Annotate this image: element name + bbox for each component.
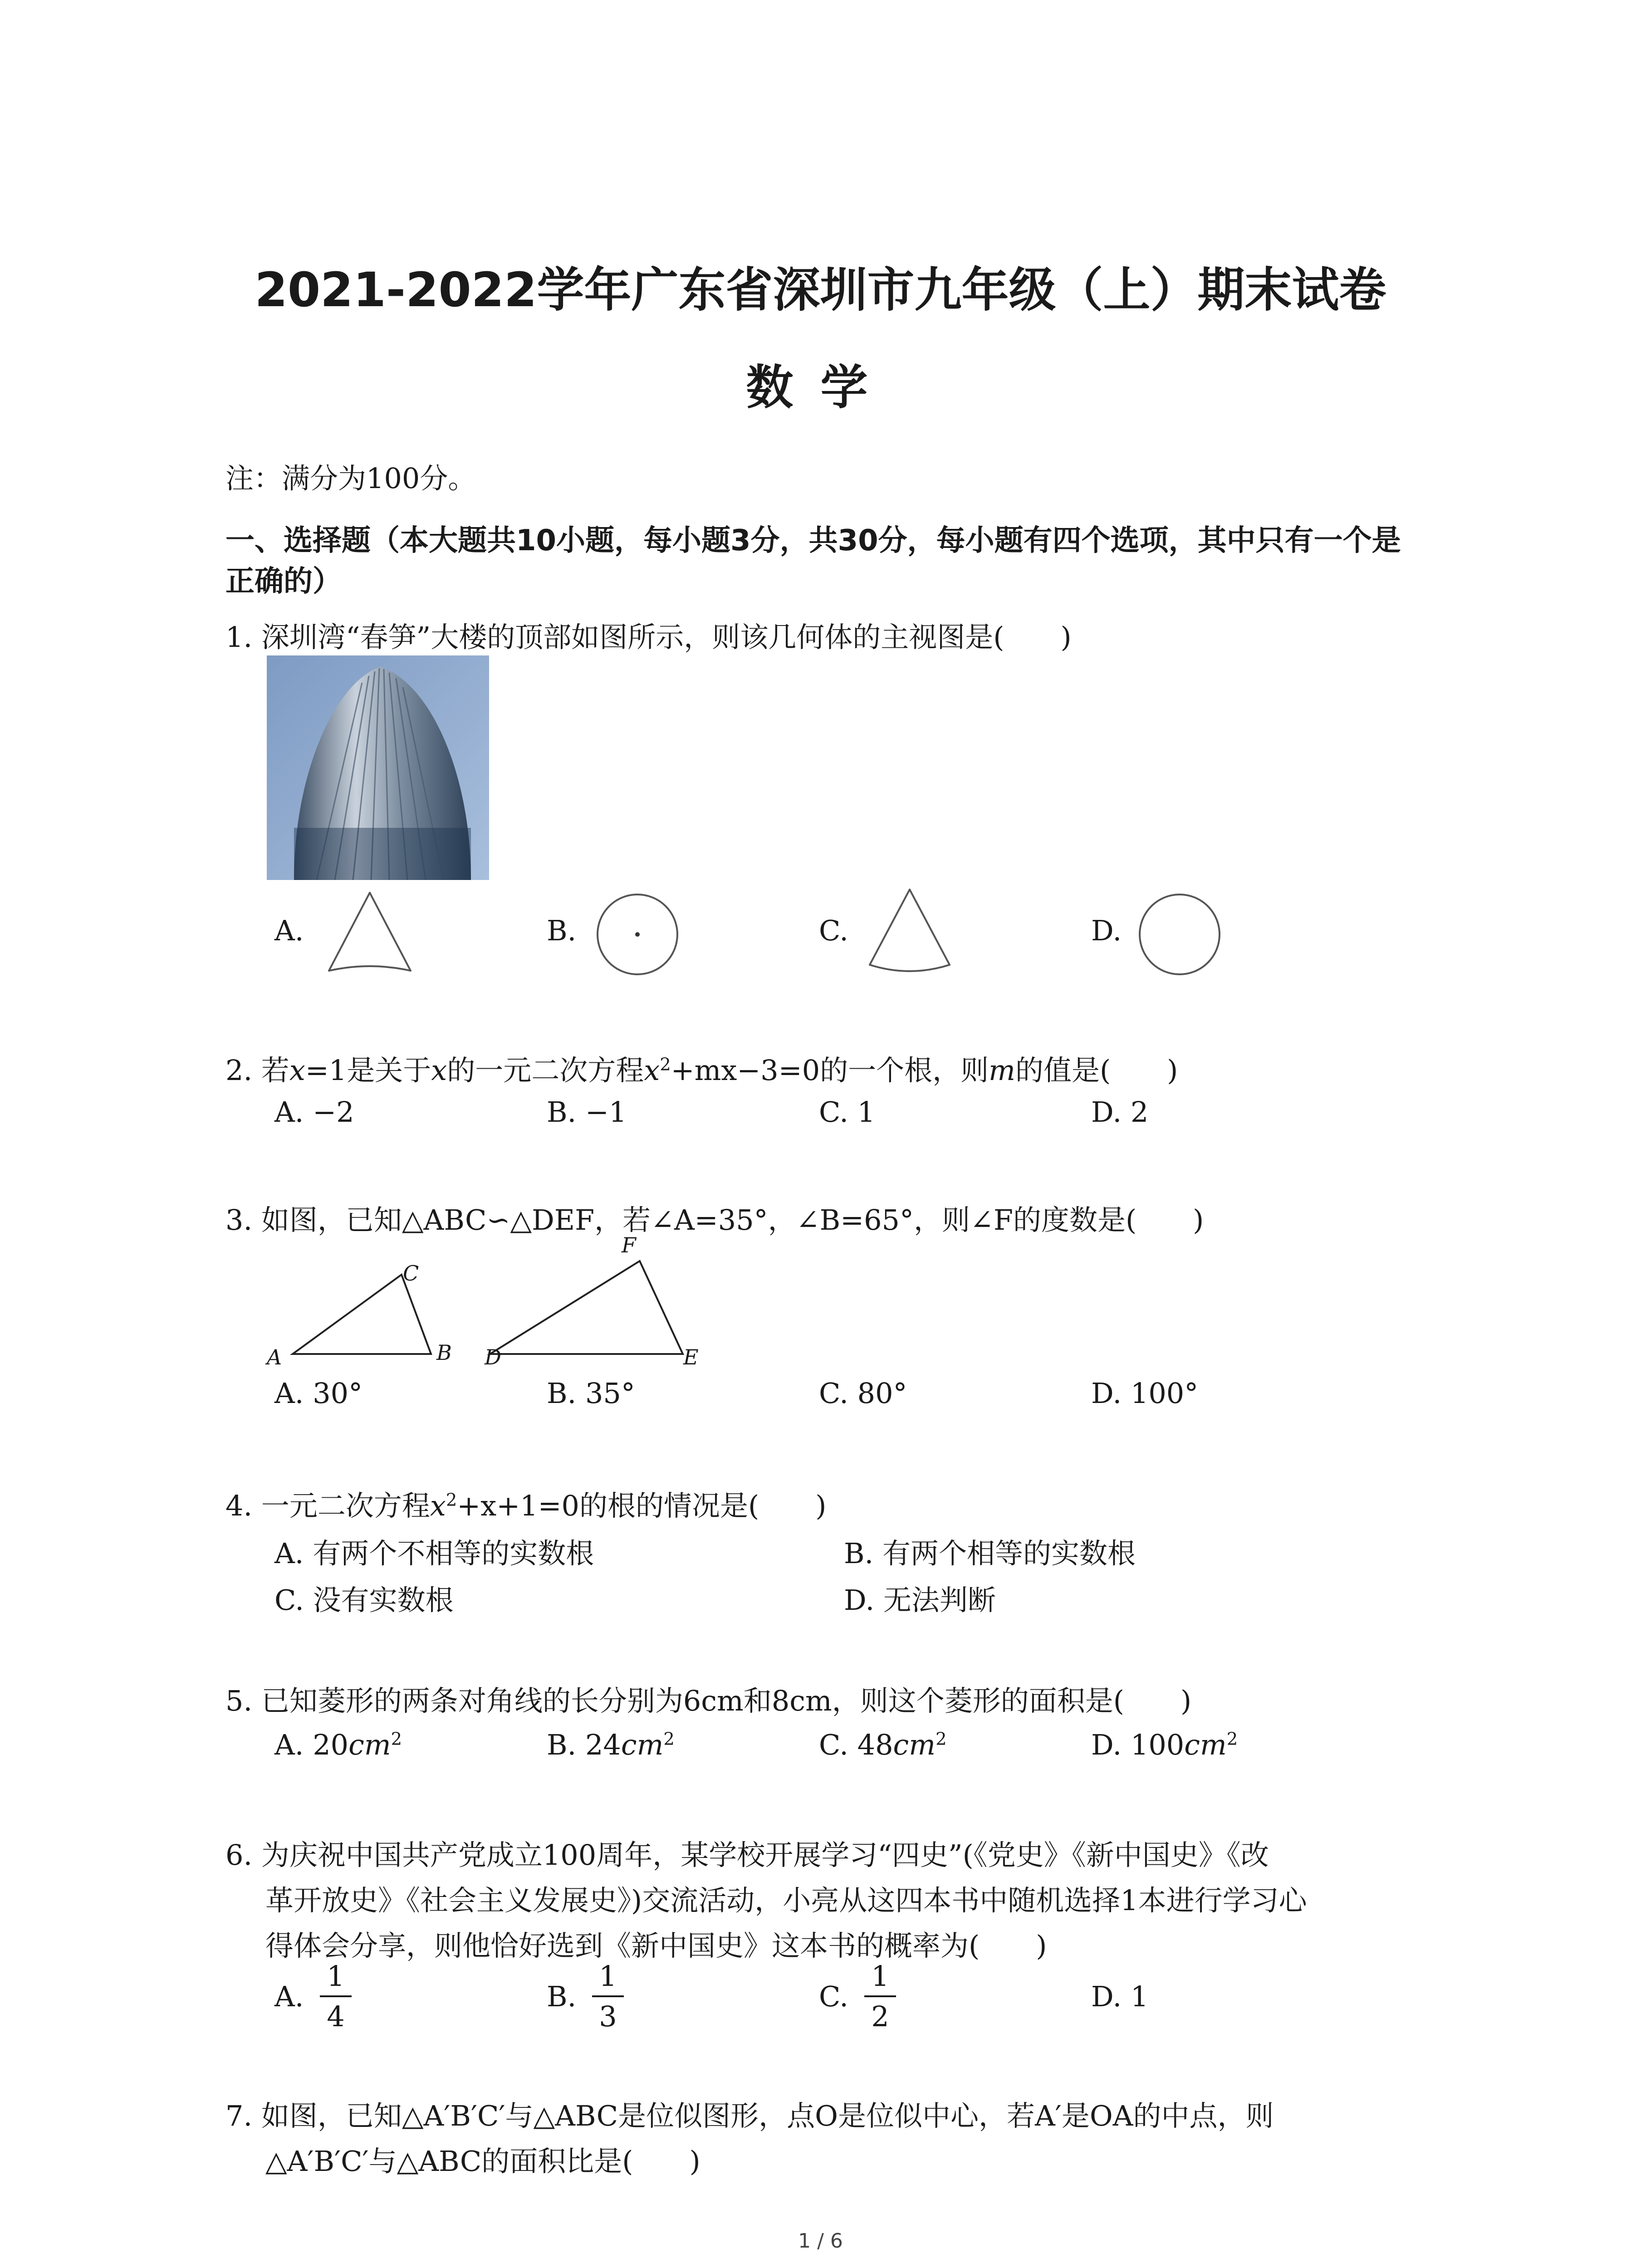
q1-option-c-figure <box>864 887 955 978</box>
page-number: 1 / 6 <box>798 2229 843 2253</box>
q2-option-b[interactable]: B. −1 <box>547 1095 627 1129</box>
q2-option-a[interactable]: A. −2 <box>274 1095 354 1129</box>
exam-subject: 数学 <box>746 360 895 415</box>
q6-option-c-label[interactable]: C. <box>819 1980 848 2013</box>
q4-option-d[interactable]: D. 无法判断 <box>844 1584 996 1617</box>
q1-option-d-figure <box>1136 891 1223 978</box>
building-photo <box>267 655 489 880</box>
q6-option-b-fraction: $\frac{1}{3}$ <box>592 1960 624 2033</box>
q6-option-b-label[interactable]: B. <box>547 1980 577 2013</box>
q4-option-b[interactable]: B. 有两个相等的实数根 <box>844 1537 1136 1570</box>
q3-label-c: C <box>403 1261 419 1286</box>
q6-option-a-fraction: $\frac{1}{4}$ <box>320 1960 352 2033</box>
q6-option-d[interactable]: D. 1 <box>1091 1980 1149 2013</box>
q1-option-b-label[interactable]: B. <box>547 914 577 947</box>
q3-label-b: B <box>436 1340 452 1365</box>
q3-option-a[interactable]: A. 30° <box>274 1377 363 1410</box>
question-4-text: 4. 一元二次方程$x^2+x+1=0$的根的情况是( ) <box>225 1489 827 1522</box>
q1-option-c-label[interactable]: C. <box>819 914 848 947</box>
q3-label-a: A <box>267 1345 282 1369</box>
q4-option-c[interactable]: C. 没有实数根 <box>274 1584 454 1617</box>
q4-option-a[interactable]: A. 有两个不相等的实数根 <box>274 1537 594 1570</box>
q1-option-b-figure <box>594 891 681 978</box>
question-6-line2: 革开放史》《社会主义发展史》)交流活动，小亮从这四本书中随机选择1本进行学习心 <box>265 1884 1307 1917</box>
exam-title: 2021-2022学年广东省深圳市九年级（上）期末试卷 <box>255 262 1386 318</box>
question-5-text: 5. 已知菱形的两条对角线的长分别为6cm和8cm，则这个菱形的面积是( ) <box>225 1684 1192 1717</box>
q5-option-b[interactable]: B. $24cm^2$ <box>547 1728 675 1761</box>
question-3-text: 3. 如图，已知△ABC∽△DEF，若∠A=35°，∠B=65°，则∠F的度数是( ) <box>225 1203 1204 1237</box>
question-7-line1: 7. 如图，已知△A′B′C′与△ABC是位似图形，点O是位似中心，若A′是OA的中点，则 <box>225 2099 1274 2132</box>
section-heading-line2: 正确的） <box>225 565 342 598</box>
q3-label-e: E <box>683 1345 699 1369</box>
q2-option-d[interactable]: D. 2 <box>1091 1095 1149 1129</box>
q6-option-a-label[interactable]: A. <box>274 1980 304 2013</box>
q3-label-d: D <box>485 1345 501 1369</box>
q1-option-a-label[interactable]: A. <box>274 914 304 947</box>
question-6-line1: 6. 为庆祝中国共产党成立100周年，某学校开展学习“四史”(《党史》《新中国史》《改 <box>225 1838 1269 1872</box>
q1-option-a-figure <box>324 889 415 975</box>
q2-option-c[interactable]: C. 1 <box>819 1095 876 1129</box>
question-2-text: 2. 若x=1是关于x的一元二次方程$x^2+mx-3=0$的一个根，则m的值是( ) <box>225 1054 1178 1087</box>
question-6-line3: 得体会分享，则他恰好选到《新中国史》这本书的概率为( ) <box>265 1929 1047 1962</box>
q3-option-c[interactable]: C. 80° <box>819 1377 907 1410</box>
q3-option-d[interactable]: D. 100° <box>1091 1377 1199 1410</box>
section-heading-line1: 一、选择题（本大题共10小题，每小题3分，共30分，每小题有四个选项，其中只有一个是 <box>225 524 1401 557</box>
q3-option-b[interactable]: B. 35° <box>547 1377 635 1410</box>
question-7-line2: △A′B′C′与△ABC的面积比是( ) <box>265 2145 700 2178</box>
q5-option-a[interactable]: A. $20cm^2$ <box>274 1728 402 1761</box>
score-note: 注：满分为100分。 <box>225 462 476 495</box>
question-1-text: 1. 深圳湾“春笋”大楼的顶部如图所示，则该几何体的主视图是( ) <box>225 621 1072 654</box>
q6-option-c-fraction: $\frac{1}{2}$ <box>864 1960 896 2033</box>
q1-option-d-label[interactable]: D. <box>1091 914 1122 947</box>
q5-option-c[interactable]: C. $48cm^2$ <box>819 1728 947 1761</box>
q5-option-d[interactable]: D. $100cm^2$ <box>1091 1728 1238 1761</box>
q3-label-f: F <box>622 1233 636 1257</box>
